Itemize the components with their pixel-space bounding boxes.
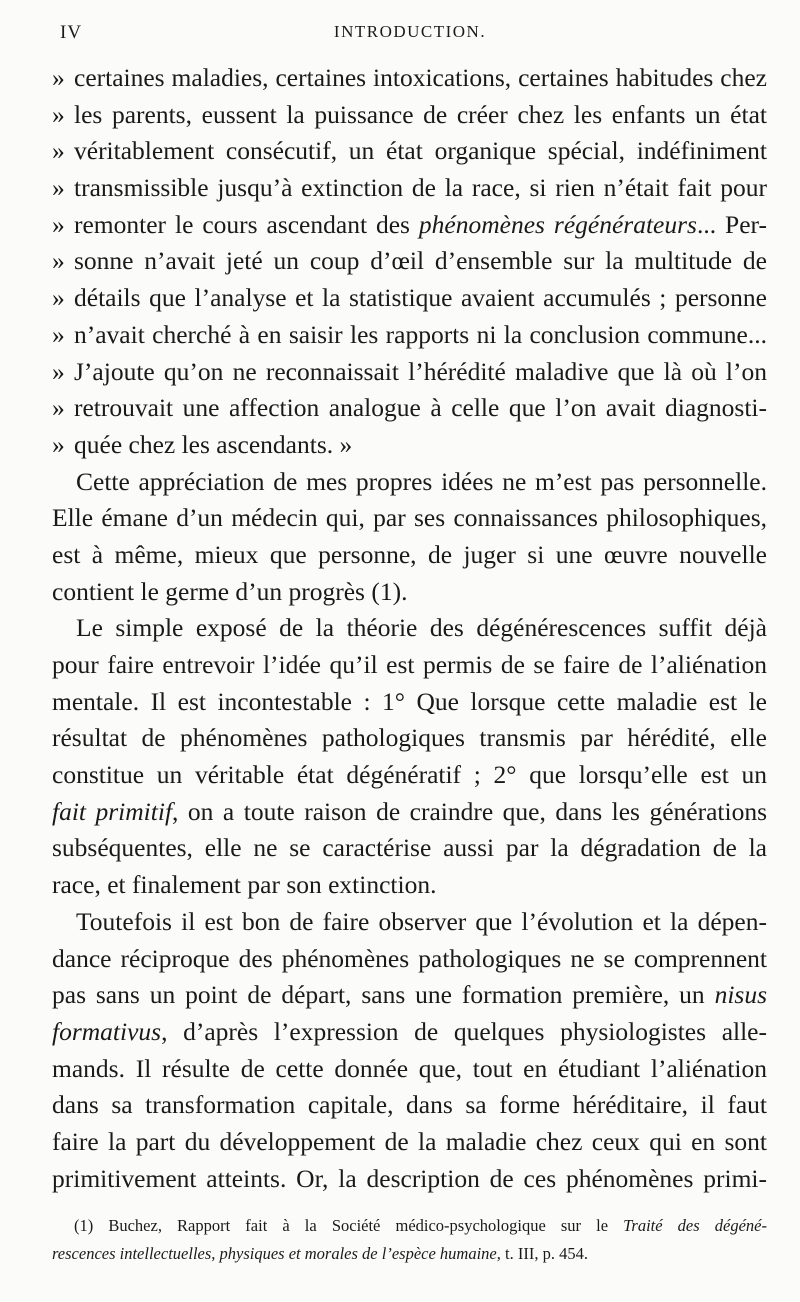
text-line: » certaines maladies, certaines intoxications, certaines habitudes chez (52, 63, 767, 92)
text-line: » transmissible jusqu’à extinction de la race, si rien n’était fait pour (52, 173, 767, 203)
text-line: » n’avait cherché à en saisir les rapports ni la conclusion commune... (52, 319, 767, 349)
text-line: » détails que l’analyse et la statistique avaient accumulés ; personne (52, 283, 767, 313)
text-line: dans sa transformation capitale, dans sa forme héréditaire, il faut (52, 1090, 767, 1120)
text-line: race, et finalement par son extinction. (52, 870, 437, 900)
text-line: mands. Il résulte de cette donnée que, tout en étudiant l’aliénation (52, 1053, 767, 1083)
text-line: subséquentes, elle ne se caractérise aussi par la dégradation de la (52, 833, 767, 863)
text-line: » J’ajoute qu’on ne reconnaissait l’hérédité maladive que là où l’on (52, 356, 767, 386)
text-line: Cette appréciation de mes propres idées ne m’est pas personnelle. (76, 466, 767, 496)
text-line: fait primitif, on a toute raison de craindre que, dans les générations (52, 796, 767, 826)
footnote-line: rescences intellectuelles, physiques et morales de l’espèce humaine, t. III, p. 454. (52, 1244, 588, 1263)
text-line: » véritablement consécutif, un état organique spécial, indéfiniment (52, 136, 767, 166)
text-line: constitue un véritable état dégénératif ; 2° que lorsqu’elle est un (52, 760, 767, 790)
text-line: Elle émane d’un médecin qui, par ses connaissances philosophiques, (52, 503, 767, 533)
italic-phrase: Traité des dégéné- (623, 1216, 767, 1235)
text-line: pas sans un point de départ, sans une formation première, un nisus (52, 980, 767, 1010)
page-number: IV (60, 22, 83, 43)
text-line: contient le germe d’un progrès (1). (52, 576, 408, 606)
page-header (60, 20, 760, 50)
text-line: » les parents, eussent la puissance de créer chez les enfants un état (52, 99, 767, 129)
running-title: INTRODUCTION. (333, 22, 487, 41)
text-line: résultat de phénomènes pathologiques transmis par hérédité, elle (52, 723, 767, 753)
text-line: primitivement atteints. Or, la description de ces phénomènes primi- (52, 1163, 767, 1193)
text-line: pour faire entrevoir l’idée qu’il est permis de se faire de l’aliénation (52, 650, 767, 679)
footnote-line: (1) Buchez, Rapport fait à la Société médico-psychologique sur le Traité des dégéné- (74, 1216, 767, 1235)
text-line: mentale. Il est incontestable : 1° Que lorsque cette maladie est le (52, 686, 767, 716)
italic-phrase: nisus (714, 980, 767, 1010)
text-line: faire la part du développement de la maladie chez ceux qui en sont (52, 1126, 767, 1156)
text-line: formativus, d’après l’expression de quelques physiologistes alle- (52, 1016, 767, 1046)
italic-phrase: phénomènes régénérateurs (418, 209, 697, 239)
italic-phrase: fait primitif (52, 796, 173, 826)
text-line: Le simple exposé de la théorie des dégénérescences suffit déjà (76, 613, 767, 643)
footnotes (52, 1212, 767, 1268)
italic-phrase: rescences intellectuelles, physiques et morales de l’espèce humaine (52, 1244, 497, 1263)
italic-phrase: formativus (52, 1016, 162, 1046)
body-text (52, 60, 767, 1197)
text-line: » retrouvait une affection analogue à celle que l’on avait diagnosti- (52, 393, 767, 423)
text-line: est à même, mieux que personne, de juger si une œuvre nouvelle (52, 539, 767, 569)
text-line: dance réciproque des phénomènes pathologiques ne se comprennent (52, 943, 767, 973)
text-line: » quée chez les ascendants. » (52, 429, 353, 459)
text-line: » remonter le cours ascendant des phénomènes régénérateurs... Per- (52, 209, 767, 239)
text-line: » sonne n’avait jeté un coup d’œil d’ensemble sur la multitude de (52, 246, 767, 276)
text-line: Toutefois il est bon de faire observer que l’évolution et la dépen- (76, 906, 767, 936)
